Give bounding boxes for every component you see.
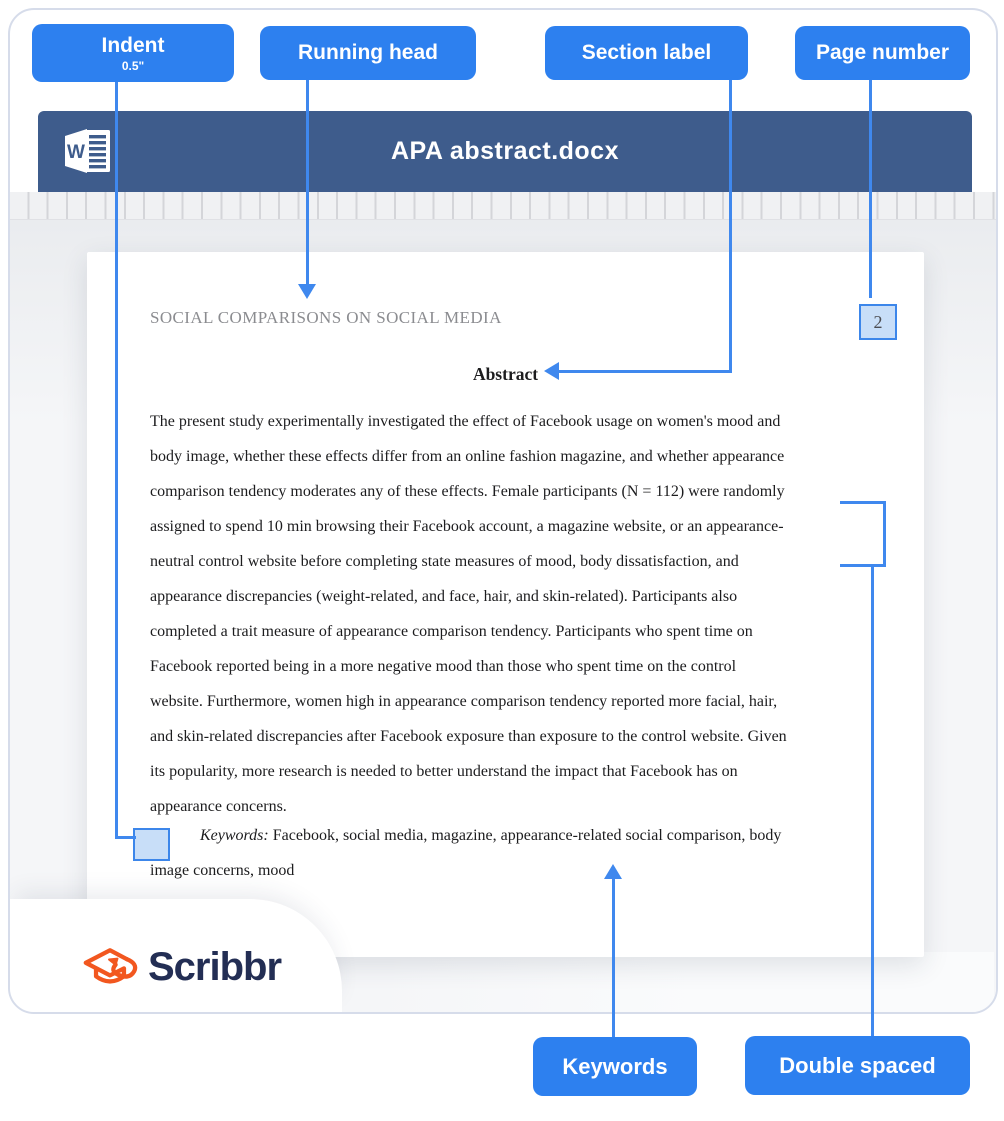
callout-running-head — [260, 26, 476, 80]
indent-highlight-box — [133, 828, 170, 861]
callout-page-number-label: Page number — [815, 41, 950, 64]
callout-running-head-label: Running head — [298, 41, 438, 64]
abstract-body — [150, 404, 787, 824]
body-line: appearance concerns. — [150, 798, 287, 815]
section-label-connector-elbow — [557, 370, 732, 373]
body-line: neutral control website before completing state measures of mood, body dissatisfaction, and — [150, 553, 739, 570]
keywords-arrow-icon — [604, 864, 622, 879]
body-line: and skin-related discrepancies after Facebook exposure than exposure to the control website. Given — [150, 728, 787, 745]
scribbr-wordmark: Scribbr — [148, 944, 282, 989]
indent-connector-line — [115, 80, 118, 839]
svg-text:W: W — [67, 142, 85, 163]
graduation-cap-icon — [80, 940, 140, 994]
callout-keywords-label: Keywords — [562, 1053, 668, 1079]
abstract-heading: Abstract — [472, 364, 539, 384]
body-line: The present study experimentally investigated the effect of Facebook usage on women's mood and — [150, 413, 781, 430]
document-title: APA abstract.docx — [390, 137, 619, 165]
callout-double-spaced-label: Double spaced — [779, 1052, 936, 1078]
double-spaced-bracket-right — [883, 501, 886, 567]
body-line: assigned to spend 10 min browsing their Facebook account, a magazine website, or an appearance- — [150, 518, 784, 535]
keywords-line-2: image concerns, mood — [150, 862, 295, 879]
page-number-connector-line — [869, 78, 872, 298]
running-head-text: SOCIAL COMPARISONS ON SOCIAL MEDIA — [150, 308, 502, 327]
double-spaced-bracket-bottom — [840, 564, 886, 567]
callout-indent-value: 0.5" — [121, 58, 145, 73]
body-line: completed a trait measure of appearance comparison tendency. Participants who spent time on — [150, 623, 753, 640]
section-label-arrow-icon — [544, 362, 559, 380]
body-line: its popularity, more research is needed to better understand the impact that Facebook has on — [150, 763, 738, 780]
word-titlebar — [38, 111, 972, 192]
callout-keywords — [533, 1037, 697, 1096]
keywords-connector-line — [612, 878, 615, 1037]
infographic-card — [8, 8, 998, 1014]
keywords-line — [200, 827, 781, 845]
body-line: website. Furthermore, women high in appearance comparison tendency reported more facial, hair, — [150, 693, 778, 710]
callout-indent-label: Indent — [101, 33, 165, 57]
callout-section-label — [545, 26, 748, 80]
document-page — [87, 252, 924, 957]
callout-page-number — [795, 26, 970, 80]
section-label-connector-line — [729, 78, 732, 373]
body-line: comparison tendency moderates any of these effects. Female participants (N = 112) were randomly — [150, 483, 785, 500]
indent-connector-elbow — [115, 836, 136, 839]
page-number-highlight — [859, 304, 897, 340]
double-spaced-bracket-top — [840, 501, 886, 504]
body-line: body image, whether these effects differ from an online fashion magazine, and whether appearance — [150, 448, 785, 465]
page-number-value: 2 — [873, 311, 883, 332]
ruler — [10, 192, 996, 220]
keywords-values: Facebook, social media, magazine, appearance-related social comparison, body — [268, 827, 782, 844]
bottom-wedge-shape — [310, 952, 994, 1012]
scribbr-logo — [80, 940, 281, 994]
running-head-connector-line — [306, 78, 309, 285]
keywords-label-italic: Keywords: — [200, 827, 269, 844]
callout-indent — [32, 24, 234, 82]
callout-double-spaced — [745, 1036, 970, 1095]
running-head-arrow-icon — [298, 284, 316, 299]
callout-section-label-label: Section label — [581, 41, 712, 64]
double-spaced-connector-line — [871, 566, 874, 1036]
body-line: Facebook reported being in a more negative mood than those who spent time on the control — [150, 658, 737, 675]
body-line: appearance discrepancies (weight-related, and face, hair, and skin-related). Participants also — [150, 588, 738, 605]
